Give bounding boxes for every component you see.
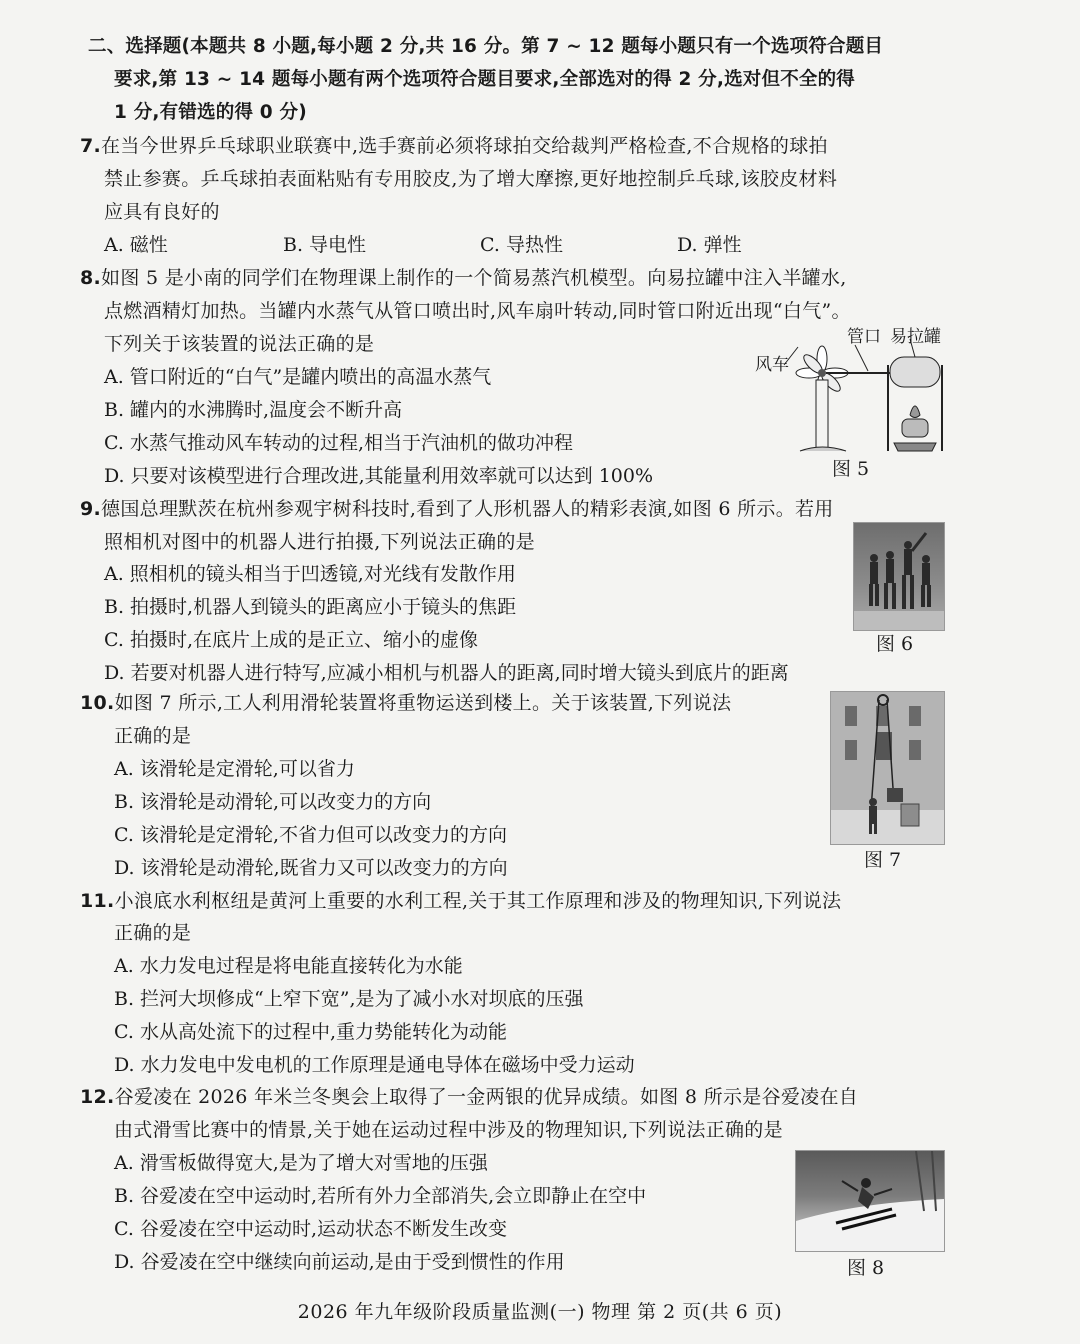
question-7-line-2: 禁止参赛。乒乓球拍表面粘贴有专用胶皮,为了增大摩擦,更好地控制乒乓球,该胶皮材料 — [104, 168, 838, 190]
question-11-line-2: 正确的是 — [114, 922, 192, 944]
question-9-line-2: 照相机对图中的机器人进行拍摄,下列说法正确的是 — [104, 531, 535, 553]
section-header-line-2: 要求,第 13 ~ 14 题每小题有两个选项符合题目要求,全部选对的得 2 分,选对但不全的得 — [114, 69, 855, 90]
question-9-number: 9. — [80, 498, 102, 520]
section-header-line-3: 1 分,有错选的得 0 分) — [114, 102, 307, 123]
question-8-option-a: A. 管口附近的“白气”是罐内喷出的高温水蒸气 — [104, 366, 492, 388]
question-8-number: 8. — [80, 267, 102, 289]
question-10-option-a: A. 该滑轮是定滑轮,可以省力 — [114, 758, 355, 780]
question-7-number: 7. — [80, 135, 102, 157]
alcohol-lamp — [902, 419, 928, 437]
question-11-text-1: 小浪底水利枢纽是黄河上重要的水利工程,关于其工作原理和涉及的物理知识,下列说法 — [114, 890, 842, 912]
figure-6-caption: 图 6 — [876, 633, 914, 655]
question-9-option-a: A. 照相机的镜头相当于凹透镜,对光线有发散作用 — [104, 563, 516, 585]
skier-illustration — [796, 1151, 944, 1251]
question-9-option-d: D. 若要对机器人进行特写,应减小相机与机器人的距离,同时增大镜头到底片的距离 — [104, 662, 789, 684]
question-8-line-3: 下列关于该装置的说法正确的是 — [104, 333, 375, 355]
question-11-option-d: D. 水力发电中发电机的工作原理是通电导体在磁场中受力运动 — [114, 1054, 635, 1076]
figure-8-caption: 图 8 — [847, 1257, 885, 1279]
section-header-line-1: 二、选择题(本题共 8 小题,每小题 2 分,共 16 分。第 7 ~ 12 题每小题只有一个选项符合题目 — [88, 36, 884, 57]
question-10-number: 10. — [80, 692, 115, 714]
question-12-option-d: D. 谷爱凌在空中继续向前运动,是由于受到惯性的作用 — [114, 1251, 565, 1273]
windmill-stand — [816, 380, 828, 450]
question-10-option-b: B. 该滑轮是动滑轮,可以改变力的方向 — [114, 791, 432, 813]
question-8-option-b: B. 罐内的水沸腾时,温度会不断升高 — [104, 399, 403, 421]
question-10-line-2: 正确的是 — [114, 725, 192, 747]
question-7-option-c: C. 导热性 — [480, 234, 563, 256]
question-8-text-1: 如图 5 是小南的同学们在物理课上制作的一个简易蒸汽机模型。向易拉罐中注入半罐水, — [101, 267, 847, 289]
question-8-line-1 — [80, 263, 847, 293]
question-10-option-d: D. 该滑轮是动滑轮,既省力又可以改变力的方向 — [114, 857, 508, 879]
question-8-option-d: D. 只要对该模型进行合理改进,其能量利用效率就可以达到 100% — [104, 465, 654, 487]
question-7-option-b: B. 导电性 — [283, 234, 367, 256]
figure-8-skiing-photo — [795, 1150, 945, 1252]
question-12-option-a: A. 滑雪板做得宽大,是为了增大对雪地的压强 — [114, 1152, 488, 1174]
figure-5-label-windmill: 风车 — [755, 355, 789, 375]
figure-5-label-pipe: 管口 — [847, 327, 881, 347]
question-11-option-c: C. 水从高处流下的过程中,重力势能转化为动能 — [114, 1021, 507, 1043]
question-9-line-1 — [80, 494, 834, 524]
question-12-option-b: B. 谷爱凌在空中运动时,若所有外力全部消失,会立即静止在空中 — [114, 1185, 647, 1207]
question-10-option-c: C. 该滑轮是定滑轮,不省力但可以改变力的方向 — [114, 824, 507, 846]
figure-5-steam-engine — [750, 325, 950, 455]
question-11-line-1 — [80, 886, 841, 916]
figure-7-pulley-photo — [830, 691, 945, 845]
figure-6-robots-photo — [853, 522, 945, 631]
lamp-base — [894, 443, 936, 451]
alcohol-lamp-flame — [910, 406, 920, 418]
question-7-line-1 — [80, 131, 828, 161]
question-7-option-d: D. 弹性 — [677, 234, 742, 256]
question-9-text-1: 德国总理默茨在杭州参观宇树科技时,看到了人形机器人的精彩表演,如图 6 所示。若用 — [101, 498, 834, 520]
question-12-option-c: C. 谷爱凌在空中运动时,运动状态不断发生改变 — [114, 1218, 507, 1240]
question-7-option-a: A. 磁性 — [104, 234, 168, 256]
question-10-line-1 — [80, 688, 731, 718]
question-10-text-1: 如图 7 所示,工人利用滑轮装置将重物运送到楼上。关于该装置,下列说法 — [114, 692, 732, 714]
question-11-number: 11. — [80, 890, 115, 912]
question-12-text-1: 谷爱凌在 2026 年米兰冬奥会上取得了一金两银的优异成绩。如图 8 所示是谷爱凌在自 — [114, 1086, 859, 1108]
question-8-option-c: C. 水蒸气推动风车转动的过程,相当于汽油机的做功冲程 — [104, 432, 573, 454]
can-body — [890, 357, 940, 387]
figure-7-caption: 图 7 — [864, 849, 902, 871]
question-12-number: 12. — [80, 1086, 115, 1108]
figure-5-caption: 图 5 — [832, 458, 870, 480]
windmill-base — [800, 447, 846, 451]
question-12-line-2: 由式滑雪比赛中的情景,关于她在运动过程中涉及的物理知识,下列说法正确的是 — [114, 1119, 783, 1141]
robots-illustration — [854, 523, 944, 630]
question-11-option-a: A. 水力发电过程是将电能直接转化为水能 — [114, 955, 463, 977]
question-11-option-b: B. 拦河大坝修成“上窄下宽”,是为了减小水对坝底的压强 — [114, 988, 584, 1010]
question-8-line-2: 点燃酒精灯加热。当罐内水蒸气从管口喷出时,风车扇叶转动,同时管口附近出现“白气”。 — [104, 300, 851, 322]
question-7-text-1: 在当今世界乒乓球职业联赛中,选手赛前必须将球拍交给裁判严格检查,不合规格的球拍 — [101, 135, 828, 157]
question-9-option-c: C. 拍摄时,在底片上成的是正立、缩小的虚像 — [104, 629, 478, 651]
page-footer: 2026 年九年级阶段质量监测(一) 物理 第 2 页(共 6 页) — [297, 1301, 783, 1323]
question-9-option-b: B. 拍摄时,机器人到镜头的距离应小于镜头的焦距 — [104, 596, 517, 618]
figure-5-label-can: 易拉罐 — [890, 327, 941, 347]
question-7-line-3: 应具有良好的 — [104, 201, 220, 223]
pulley-illustration — [831, 692, 944, 844]
question-12-line-1 — [80, 1082, 858, 1112]
